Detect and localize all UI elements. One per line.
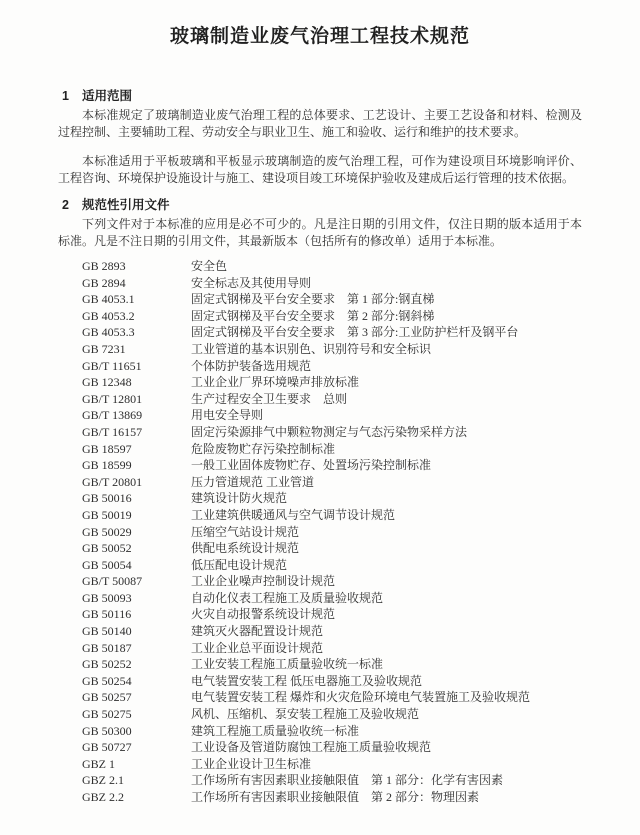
reference-row: [82, 374, 582, 391]
section-1-heading: [58, 88, 582, 104]
references-list: [58, 258, 582, 806]
reference-title: 火灾自动报警系统设计规范: [191, 607, 336, 622]
reference-code: GB/T 11651: [82, 358, 142, 373]
reference-row: [82, 258, 582, 275]
reference-code: GB 50257: [82, 690, 132, 705]
reference-row: [82, 308, 582, 325]
reference-row: [82, 424, 582, 441]
reference-title: 电气装置安装工程 低压电器施工及验收规范: [191, 673, 423, 688]
reference-code: GB 12348: [82, 375, 132, 390]
reference-row: [82, 441, 582, 458]
reference-title: 供配电系统设计规范: [191, 541, 300, 556]
reference-title: 自动化仪表工程施工及质量验收规范: [191, 590, 384, 605]
reference-row: [82, 756, 582, 773]
section-2-paragraph-1: 下列文件对于本标准的应用是必不可少的。凡是注日期的引用文件，仅注日期的版本适用于本标准。凡是不注日期的引用文件，其最新版本（包括所有的修改单）适用于本标准。: [58, 217, 582, 248]
reference-row: [82, 524, 582, 541]
reference-title: 工业安装工程施工质量验收统一标准: [191, 657, 384, 672]
reference-title: 固定式钢梯及平台安全要求 第 3 部分:工业防护栏杆及钢平台: [191, 325, 519, 340]
reference-code: GB 50029: [82, 524, 132, 539]
reference-code: GB 50054: [82, 557, 132, 572]
reference-code: GB 7231: [82, 341, 126, 356]
reference-code: GBZ 2.2: [82, 790, 124, 804]
reference-title: 安全色: [191, 259, 228, 273]
reference-title: 工作场所有害因素职业接触限值 第 2 部分：物理因素: [191, 790, 480, 804]
reference-code: GB/T 12801: [82, 391, 143, 406]
reference-title: 工业企业噪声控制设计规范: [191, 574, 336, 589]
reference-code: GB 18597: [82, 441, 132, 456]
reference-row: [82, 291, 582, 308]
reference-title: 建筑灭火器配置设计规范: [191, 624, 324, 639]
reference-title: 固定式钢梯及平台安全要求 第 1 部分:钢直梯: [191, 292, 435, 307]
reference-code: GB 50254: [82, 673, 132, 688]
reference-title: 工业管道的基本识别色、识别符号和安全标识: [191, 341, 432, 356]
reference-title: 建筑设计防火规范: [191, 491, 288, 506]
reference-row: [82, 474, 582, 491]
section-1-paragraph-2: 本标准适用于平板玻璃和平板显示玻璃制造的废气治理工程，可作为建设项目环境影响评价、工程咨询、环境保护设施设计与施工、建设项目竣工环境保护验收及建成后运行管理的技术依据。: [58, 154, 582, 185]
reference-title: 工业企业厂界环境噪声排放标准: [191, 375, 360, 390]
reference-code: GB 50052: [82, 541, 132, 556]
reference-code: GB 50727: [82, 740, 132, 755]
reference-code: GB 50252: [82, 657, 132, 672]
reference-code: GB/T 16157: [82, 424, 143, 439]
reference-title: 一般工业固体废物贮存、处置场污染控制标准: [191, 458, 432, 473]
reference-code: GB 4053.2: [82, 308, 135, 323]
section-1-paragraph-1: 本标准规定了玻璃制造业废气治理工程的总体要求、工艺设计、主要工艺设备和材料、检测及过程控制、主要辅助工程、劳动安全与职业卫生、施工和验收、运行和维护的技术要求。: [58, 108, 582, 139]
reference-code: GB/T 13869: [82, 408, 143, 423]
reference-row: [82, 640, 582, 657]
reference-title: 工业建筑供暖通风与空气调节设计规范: [191, 507, 396, 522]
reference-row: [82, 407, 582, 424]
reference-row: [82, 557, 582, 574]
reference-row: [82, 590, 582, 607]
reference-row: [82, 606, 582, 623]
reference-title: 安全标志及其使用导则: [191, 275, 312, 290]
reference-code: GB 4053.1: [82, 292, 135, 307]
reference-code: GB/T 20801: [82, 474, 143, 489]
reference-title: 建筑工程施工质量验收统一标准: [191, 723, 360, 738]
reference-code: GB 50016: [82, 491, 132, 506]
reference-row: [82, 789, 582, 806]
document-title: 玻璃制造业废气治理工程技术规范: [169, 26, 470, 47]
reference-title: 固定污染源排气中颗粒物测定与气态污染物采样方法: [191, 424, 468, 439]
reference-code: GB 50019: [82, 507, 132, 522]
reference-row: [82, 457, 582, 474]
reference-row: [82, 341, 582, 358]
reference-code: GB 50275: [82, 707, 132, 722]
reference-title: 电气装置安装工程 爆炸和火灾危险环境电气装置施工及验收规范: [191, 690, 531, 705]
document-content: [0, 88, 640, 806]
reference-title: 工作场所有害因素职业接触限值 第 1 部分：化学有害因素: [191, 773, 504, 788]
reference-row: [82, 623, 582, 640]
reference-row: [82, 324, 582, 341]
reference-code: GB 50093: [82, 590, 132, 605]
reference-title: 压缩空气站设计规范: [191, 524, 300, 539]
reference-title: 用电安全导则: [191, 408, 264, 423]
reference-title: 压力管道规范 工业管道: [191, 474, 315, 489]
reference-title: 生产过程安全卫生要求 总则: [191, 391, 348, 406]
reference-title: 低压配电设计规范: [191, 557, 288, 572]
reference-code: GB 4053.3: [82, 325, 135, 340]
reference-row: [82, 507, 582, 524]
reference-title: 工业设备及管道防腐蚀工程施工质量验收规范: [191, 740, 432, 755]
reference-title: 工业企业总平面设计规范: [191, 640, 324, 655]
reference-code: GB 18599: [82, 458, 132, 473]
reference-code: GB 50140: [82, 624, 132, 639]
reference-row: [82, 391, 582, 408]
reference-row: [82, 689, 582, 706]
reference-title: 危险废物贮存污染控制标准: [191, 441, 336, 456]
section-1-title: 适用范围: [81, 89, 132, 103]
reference-row: [82, 275, 582, 292]
reference-row: [82, 573, 582, 590]
reference-code: GB 50300: [82, 723, 132, 738]
reference-code: GB/T 50087: [82, 574, 143, 589]
reference-code: GB 50187: [82, 640, 132, 655]
reference-title: 工业企业设计卫生标准: [191, 756, 312, 771]
reference-row: [82, 540, 582, 557]
reference-row: [82, 358, 582, 375]
section-1-number: 1: [62, 89, 69, 103]
reference-row: [82, 739, 582, 756]
reference-code: GB 2893: [82, 259, 126, 273]
reference-code: GBZ 2.1: [82, 773, 124, 788]
reference-row: [82, 723, 582, 740]
reference-row: [82, 706, 582, 723]
reference-row: [82, 772, 582, 789]
section-2-title: 规范性引用文件: [81, 198, 170, 212]
reference-title: 个体防护装备选用规范: [191, 358, 312, 373]
reference-row: [82, 490, 582, 507]
reference-row: [82, 673, 582, 690]
reference-code: GBZ 1: [82, 756, 115, 771]
reference-code: GB 50116: [82, 607, 132, 622]
section-2-heading: [58, 197, 582, 213]
reference-code: GB 2894: [82, 275, 126, 290]
reference-row: [82, 656, 582, 673]
reference-title: 固定式钢梯及平台安全要求 第 2 部分:钢斜梯: [191, 308, 435, 323]
section-2-number: 2: [62, 198, 69, 212]
reference-title: 风机、压缩机、泵安装工程施工及验收规范: [191, 707, 420, 722]
